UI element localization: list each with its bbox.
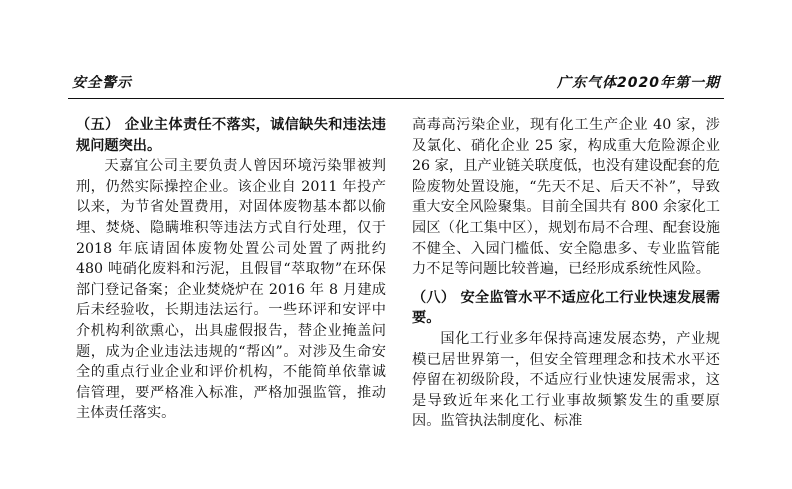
section-heading-5: （五） 企业主体责任不落实，诚信缺失和违法违规问题突出。 [76, 117, 386, 154]
header-divider [68, 98, 724, 99]
body-paragraph: 国化工行业多年保持高速发展态势，产业规模已居世界第一，但安全管理理念和技术水平还停留在初级阶段，不适应行业快速发展需求，这是导致近年来化工行业事故频繁发生的重要原因。监管执法制度化、标准 [412, 330, 720, 430]
left-column [76, 115, 386, 424]
section-heading-8: （八） 安全监管水平不适应化工行业快速发展需要。 [412, 289, 720, 327]
header-section-title: 安全警示 [72, 75, 132, 91]
header-journal-issue: 广东气体2020年第一期 [557, 75, 720, 91]
body-paragraph: 天嘉宜公司主要负责人曾因环境污染罪被判刑，仍然实际操控企业。该企业自 2011 年投产以来，为节省处置费用，对固体废物基本都以偷埋、焚烧、隐瞒堆积等违法方式自行处理，仅于 2018 年底请固体废物处置公司处置了两批约 480 吨硝化废料和污泥，且假冒“萃取物”在环保部门登记备案；企业焚烧炉在 2016 年 8 月建成后未经验收，长期违法运行。一些环评和安评中介机构利欲熏心，出具虚假报告，替企业掩盖问题，成为企业违法违规的“帮凶”。对涉及生命安全的重点行业企业和评价机构，不能简单依靠诚信管理，要严格准入标准，严格加强监管，推动主体责任落实。 [76, 158, 386, 422]
body-paragraph-continued: 高毒高污染企业，现有化工生产企业 40 家，涉及氯化、硝化企业 25 家，构成重大危险源企业 26 家，且产业链关联度低，也没有建设配套的危险废物处置设施，“先天不足、后天不补”，导致重大安全风险聚集。目前全国共有 800 余家化工园区（化工集中区），规划布局不合理、配套设施不健全、入园门槛低、安全隐患多、专业监管能力不足等问题比较普遍，已经形成系统性风险。 [412, 117, 720, 278]
right-column [412, 115, 720, 432]
page-header [68, 72, 724, 94]
